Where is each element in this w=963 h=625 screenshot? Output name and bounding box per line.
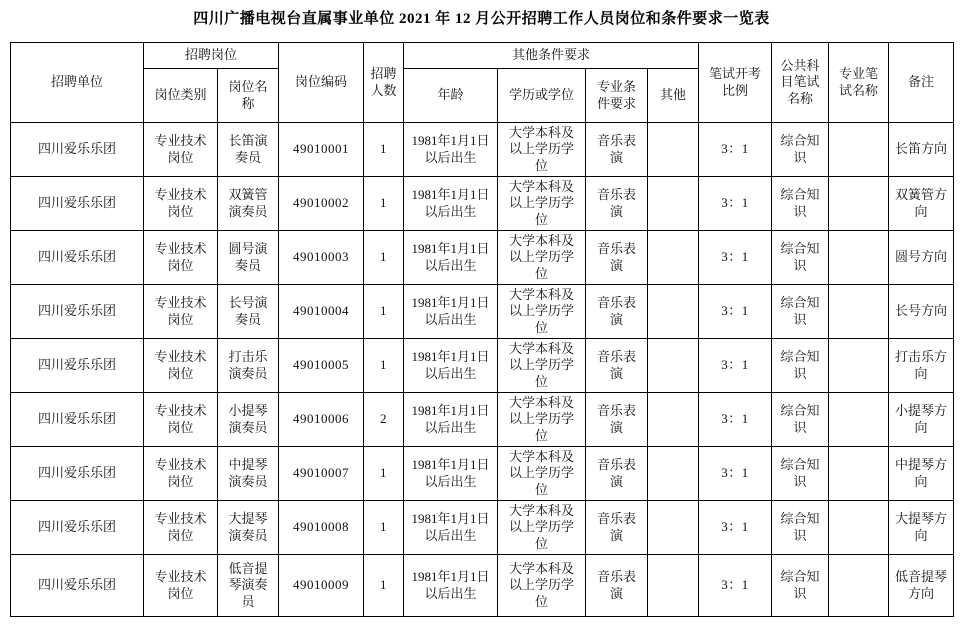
cell-post-name: 小提琴演奏员 xyxy=(218,393,279,447)
cell-age: 1981年1月1日以后出生 xyxy=(404,555,498,617)
cell-remark: 中提琴方向 xyxy=(889,447,954,501)
cell-code: 49010007 xyxy=(279,447,364,501)
cell-post-name: 圆号演奏员 xyxy=(218,231,279,285)
header-public-subject: 公共科目笔试名称 xyxy=(772,43,829,123)
cell-major: 音乐表演 xyxy=(586,123,648,177)
cell-count: 2 xyxy=(364,393,404,447)
cell-ratio: 3：1 xyxy=(699,177,772,231)
cell-other xyxy=(648,501,699,555)
header-code: 岗位编码 xyxy=(279,43,364,123)
cell-category: 专业技术岗位 xyxy=(144,393,218,447)
header-other: 其他 xyxy=(648,69,699,123)
cell-code: 49010004 xyxy=(279,285,364,339)
cell-age: 1981年1月1日以后出生 xyxy=(404,231,498,285)
table-row xyxy=(11,447,954,501)
cell-pro-exam xyxy=(829,285,889,339)
cell-other xyxy=(648,339,699,393)
cell-remark: 大提琴方向 xyxy=(889,501,954,555)
table-row xyxy=(11,231,954,285)
cell-age: 1981年1月1日以后出生 xyxy=(404,177,498,231)
cell-pro-exam xyxy=(829,555,889,617)
cell-other xyxy=(648,285,699,339)
cell-unit: 四川爱乐乐团 xyxy=(11,123,144,177)
cell-major: 音乐表演 xyxy=(586,339,648,393)
cell-count: 1 xyxy=(364,285,404,339)
cell-age: 1981年1月1日以后出生 xyxy=(404,339,498,393)
cell-code: 49010005 xyxy=(279,339,364,393)
cell-major: 音乐表演 xyxy=(586,555,648,617)
cell-post-name: 长号演奏员 xyxy=(218,285,279,339)
cell-other xyxy=(648,393,699,447)
header-remark: 备注 xyxy=(889,43,954,123)
cell-code: 49010001 xyxy=(279,123,364,177)
cell-unit: 四川爱乐乐团 xyxy=(11,393,144,447)
header-name: 岗位名称 xyxy=(218,69,279,123)
cell-pro-exam xyxy=(829,339,889,393)
cell-age: 1981年1月1日以后出生 xyxy=(404,501,498,555)
cell-count: 1 xyxy=(364,339,404,393)
page-title: 四川广播电视台直属事业单位 2021 年 12 月公开招聘工作人员岗位和条件要求一览表 xyxy=(193,11,770,27)
cell-education: 大学本科及以上学历学位 xyxy=(498,393,586,447)
cell-remark: 低音提琴方向 xyxy=(889,555,954,617)
cell-public-subject: 综合知识 xyxy=(772,285,829,339)
cell-age: 1981年1月1日以后出生 xyxy=(404,123,498,177)
cell-count: 1 xyxy=(364,177,404,231)
table-row xyxy=(11,393,954,447)
cell-post-name: 低音提琴演奏员 xyxy=(218,555,279,617)
cell-category: 专业技术岗位 xyxy=(144,177,218,231)
cell-other xyxy=(648,447,699,501)
table-row xyxy=(11,555,954,617)
cell-count: 1 xyxy=(364,231,404,285)
cell-post-name: 双簧管演奏员 xyxy=(218,177,279,231)
cell-public-subject: 综合知识 xyxy=(772,231,829,285)
cell-category: 专业技术岗位 xyxy=(144,501,218,555)
cell-education: 大学本科及以上学历学位 xyxy=(498,447,586,501)
cell-code: 49010002 xyxy=(279,177,364,231)
cell-public-subject: 综合知识 xyxy=(772,393,829,447)
table-row xyxy=(11,285,954,339)
cell-category: 专业技术岗位 xyxy=(144,123,218,177)
cell-major: 音乐表演 xyxy=(586,447,648,501)
cell-other xyxy=(648,555,699,617)
header-other-req-group: 其他条件要求 xyxy=(404,43,699,69)
cell-public-subject: 综合知识 xyxy=(772,501,829,555)
cell-major: 音乐表演 xyxy=(586,177,648,231)
header-major: 专业条件要求 xyxy=(586,69,648,123)
cell-public-subject: 综合知识 xyxy=(772,555,829,617)
cell-code: 49010006 xyxy=(279,393,364,447)
cell-major: 音乐表演 xyxy=(586,501,648,555)
cell-education: 大学本科及以上学历学位 xyxy=(498,501,586,555)
header-post-group: 招聘岗位 xyxy=(144,43,279,69)
cell-education: 大学本科及以上学历学位 xyxy=(498,177,586,231)
header-education: 学历或学位 xyxy=(498,69,586,123)
table-header xyxy=(11,43,954,123)
cell-remark: 双簧管方向 xyxy=(889,177,954,231)
table-row xyxy=(11,339,954,393)
cell-education: 大学本科及以上学历学位 xyxy=(498,285,586,339)
table-row xyxy=(11,177,954,231)
cell-education: 大学本科及以上学历学位 xyxy=(498,339,586,393)
cell-unit: 四川爱乐乐团 xyxy=(11,231,144,285)
cell-public-subject: 综合知识 xyxy=(772,339,829,393)
cell-post-name: 大提琴演奏员 xyxy=(218,501,279,555)
cell-remark: 打击乐方向 xyxy=(889,339,954,393)
cell-pro-exam xyxy=(829,447,889,501)
table-row xyxy=(11,501,954,555)
cell-education: 大学本科及以上学历学位 xyxy=(498,123,586,177)
cell-code: 49010009 xyxy=(279,555,364,617)
cell-ratio: 3：1 xyxy=(699,231,772,285)
cell-category: 专业技术岗位 xyxy=(144,447,218,501)
cell-pro-exam xyxy=(829,393,889,447)
cell-code: 49010003 xyxy=(279,231,364,285)
cell-category: 专业技术岗位 xyxy=(144,339,218,393)
header-age: 年龄 xyxy=(404,69,498,123)
cell-public-subject: 综合知识 xyxy=(772,123,829,177)
cell-ratio: 3：1 xyxy=(699,123,772,177)
cell-major: 音乐表演 xyxy=(586,393,648,447)
cell-other xyxy=(648,231,699,285)
cell-pro-exam xyxy=(829,231,889,285)
cell-pro-exam xyxy=(829,177,889,231)
cell-public-subject: 综合知识 xyxy=(772,447,829,501)
cell-unit: 四川爱乐乐团 xyxy=(11,447,144,501)
cell-code: 49010008 xyxy=(279,501,364,555)
cell-category: 专业技术岗位 xyxy=(144,285,218,339)
table-row xyxy=(11,123,954,177)
cell-unit: 四川爱乐乐团 xyxy=(11,501,144,555)
cell-remark: 长笛方向 xyxy=(889,123,954,177)
cell-count: 1 xyxy=(364,447,404,501)
cell-post-name: 长笛演奏员 xyxy=(218,123,279,177)
cell-unit: 四川爱乐乐团 xyxy=(11,555,144,617)
cell-ratio: 3：1 xyxy=(699,555,772,617)
recruitment-table xyxy=(10,42,954,617)
header-category: 岗位类别 xyxy=(144,69,218,123)
cell-public-subject: 综合知识 xyxy=(772,177,829,231)
cell-ratio: 3：1 xyxy=(699,285,772,339)
cell-ratio: 3：1 xyxy=(699,447,772,501)
header-row-1 xyxy=(11,43,954,69)
cell-education: 大学本科及以上学历学位 xyxy=(498,555,586,617)
cell-unit: 四川爱乐乐团 xyxy=(11,339,144,393)
cell-other xyxy=(648,177,699,231)
cell-remark: 小提琴方向 xyxy=(889,393,954,447)
cell-count: 1 xyxy=(364,555,404,617)
cell-pro-exam xyxy=(829,123,889,177)
header-count: 招聘人数 xyxy=(364,43,404,123)
cell-ratio: 3：1 xyxy=(699,393,772,447)
cell-post-name: 打击乐演奏员 xyxy=(218,339,279,393)
cell-ratio: 3：1 xyxy=(699,501,772,555)
header-pro-exam: 专业笔试名称 xyxy=(829,43,889,123)
cell-unit: 四川爱乐乐团 xyxy=(11,285,144,339)
cell-major: 音乐表演 xyxy=(586,231,648,285)
header-ratio: 笔试开考比例 xyxy=(699,43,772,123)
cell-age: 1981年1月1日以后出生 xyxy=(404,285,498,339)
cell-other xyxy=(648,123,699,177)
cell-ratio: 3：1 xyxy=(699,339,772,393)
cell-category: 专业技术岗位 xyxy=(144,555,218,617)
cell-education: 大学本科及以上学历学位 xyxy=(498,231,586,285)
cell-count: 1 xyxy=(364,123,404,177)
table-body xyxy=(11,123,954,617)
cell-category: 专业技术岗位 xyxy=(144,231,218,285)
cell-major: 音乐表演 xyxy=(586,285,648,339)
cell-count: 1 xyxy=(364,501,404,555)
cell-remark: 长号方向 xyxy=(889,285,954,339)
cell-remark: 圆号方向 xyxy=(889,231,954,285)
cell-unit: 四川爱乐乐团 xyxy=(11,177,144,231)
cell-age: 1981年1月1日以后出生 xyxy=(404,393,498,447)
cell-age: 1981年1月1日以后出生 xyxy=(404,447,498,501)
cell-post-name: 中提琴演奏员 xyxy=(218,447,279,501)
cell-pro-exam xyxy=(829,501,889,555)
header-unit: 招聘单位 xyxy=(11,43,144,123)
